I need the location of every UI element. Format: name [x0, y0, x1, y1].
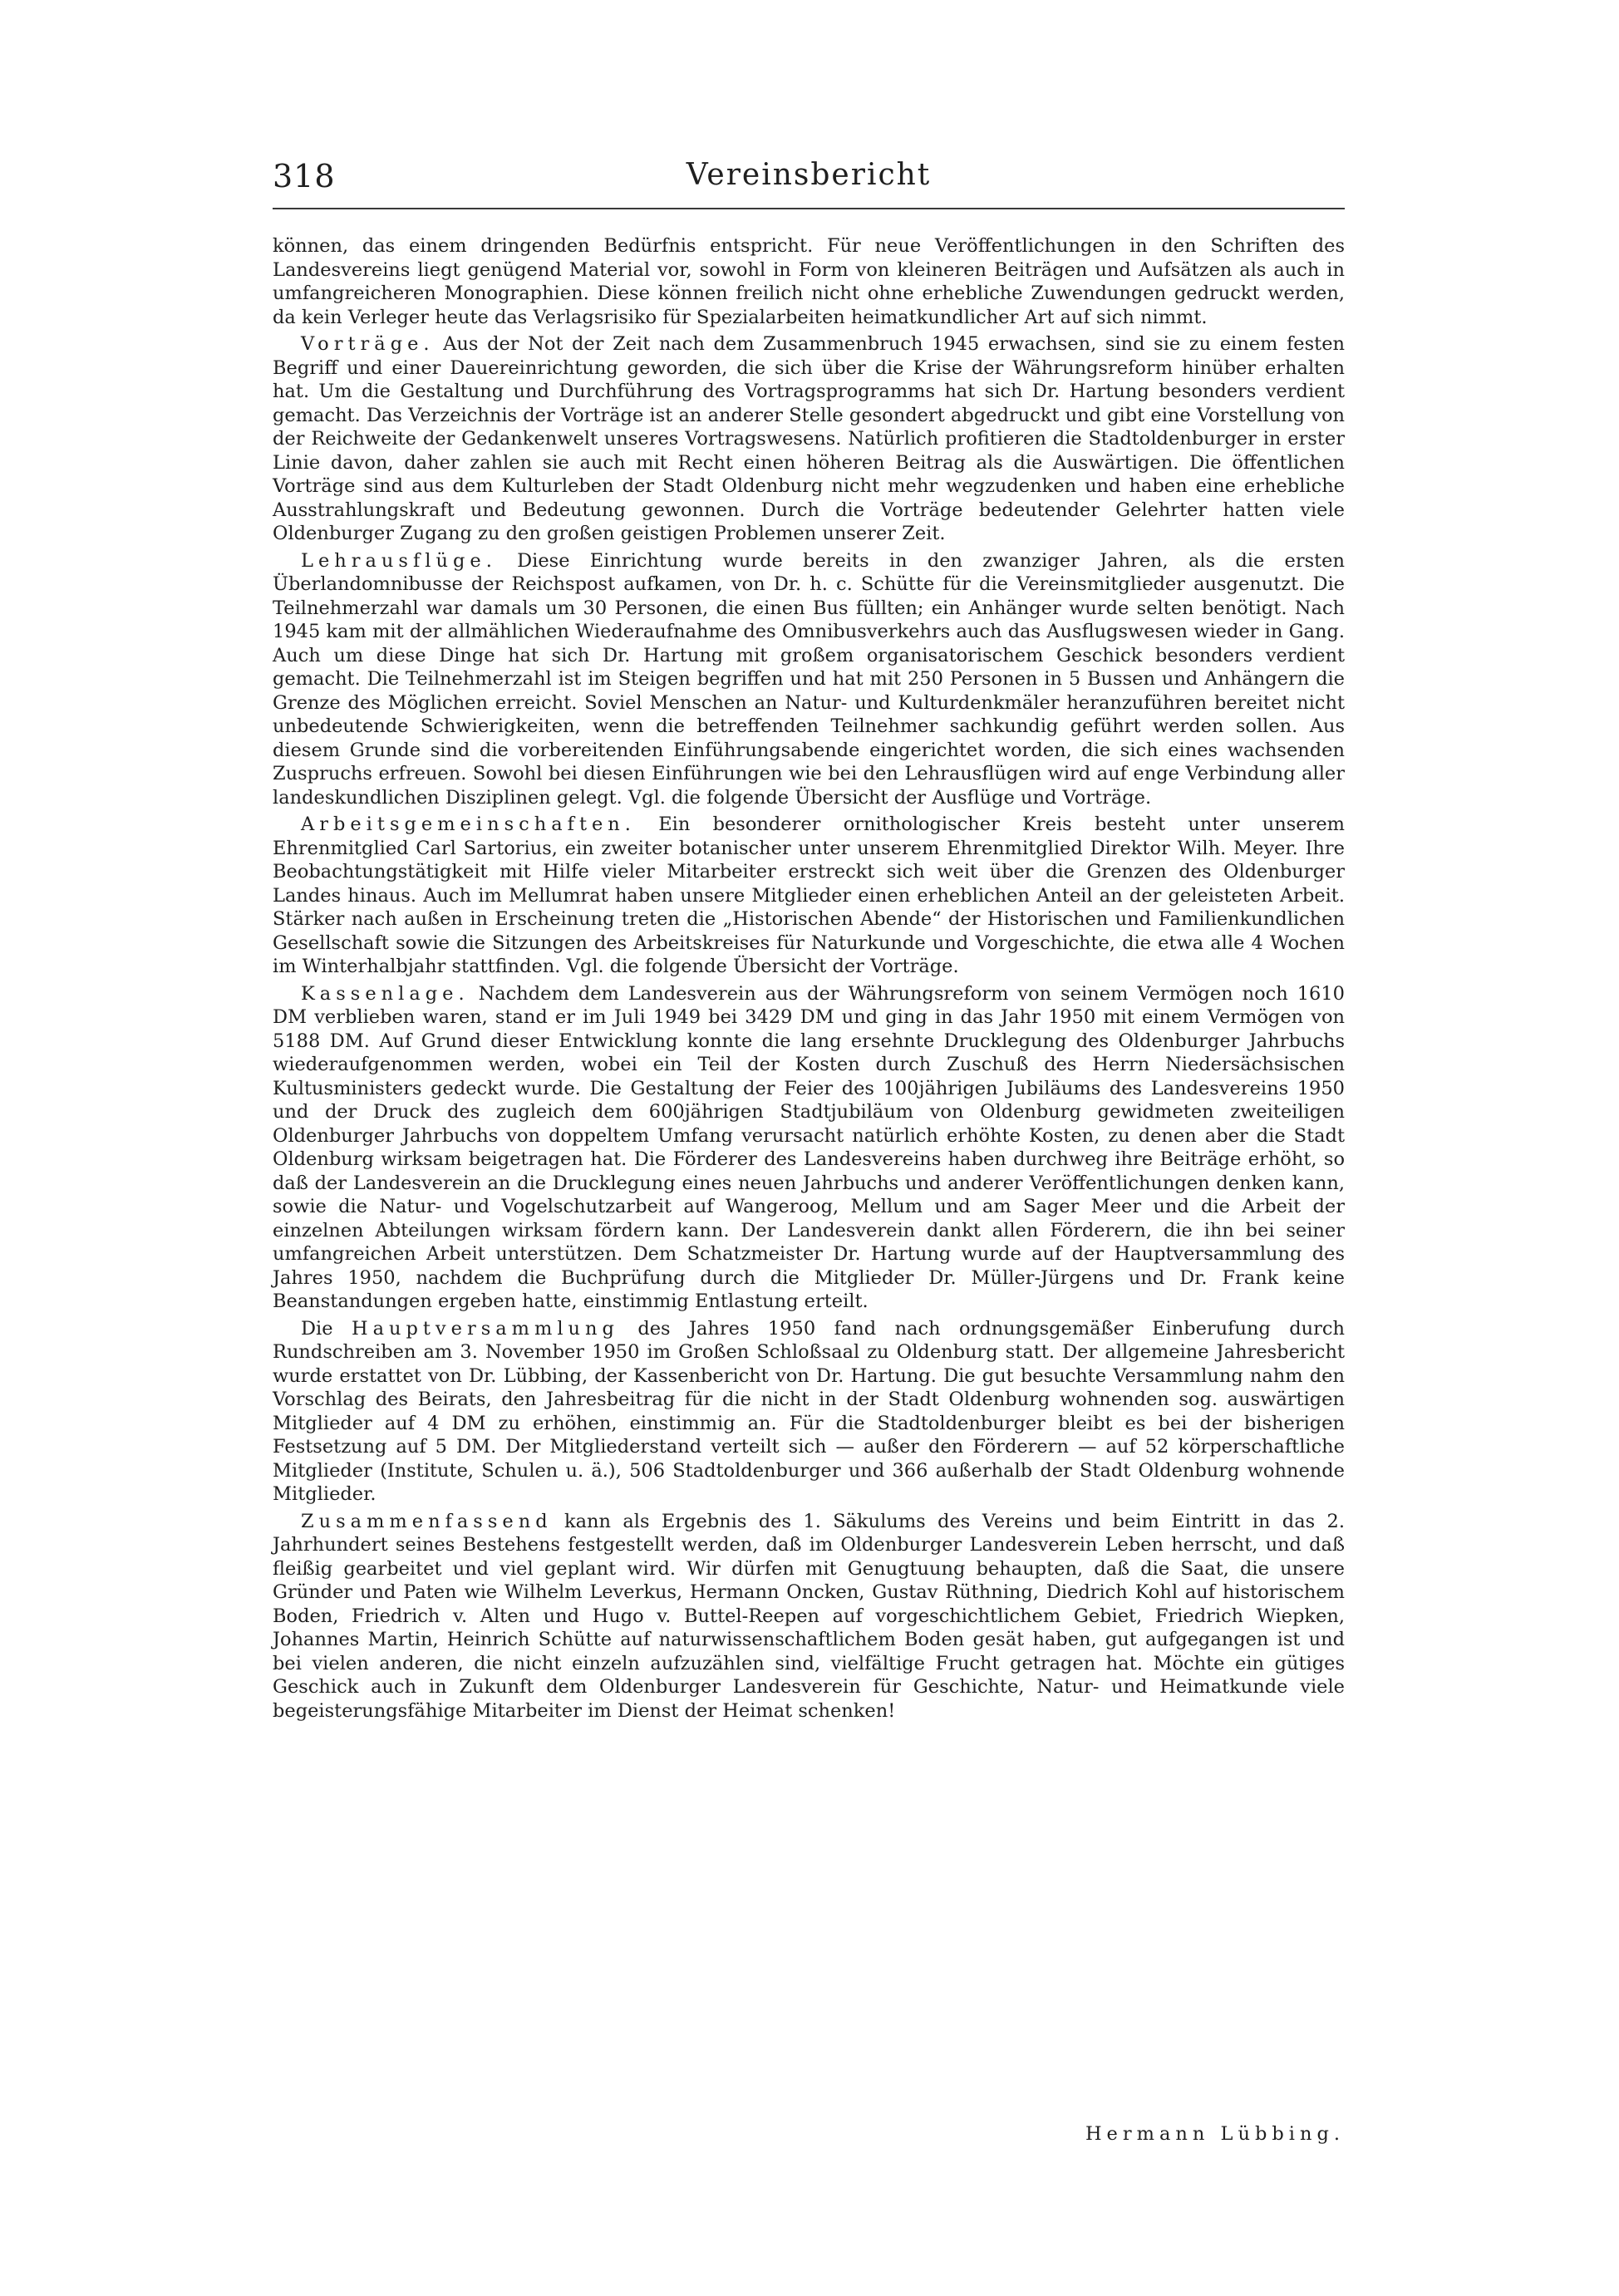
- article-body: [273, 234, 1345, 1726]
- paragraph-kassenlage: [273, 982, 1345, 1314]
- paragraph-arbeitsgemeinschaften: [273, 813, 1345, 979]
- running-title: Vereinsbericht: [686, 158, 932, 192]
- section-lead-lehrausfluege: Lehrausflüge.: [301, 549, 497, 572]
- page-number: 318: [273, 158, 336, 194]
- paragraph-text: Nachdem dem Landesverein aus der Währungsreform von seinem Vermögen noch 1610 DM verblieben waren, stand er im Juli 1949 bei 3429 DM und ging in das Jahr 1950 mit einem Vermögen von 5188 DM. Auf Grund dieser Entwicklung konnte die lang ersehnte Drucklegung des Oldenburger Jahrbuchs wiederaufgenommen werden, wobei ein Teil der Kosten durch Zuschuß des Herrn Niedersächsischen Kultusministers gedeckt wurde. Die Gestaltung der Feier des 100jährigen Jubiläums des Landesvereins 1950 und der Druck des zugleich dem 600jährigen Stadtjubiläum von Oldenburg gewidmeten zweiteiligen Oldenburger Jahrbuchs von doppeltem Umfang verursacht natürlich erhöhte Kosten, zu denen aber die Stadt Oldenburg wirksam beigetragen hat. Die Förderer des Landesvereins haben durchweg ihre Beiträge erhöht, so daß der Landesverein an die Drucklegung eines neuen Jahrbuchs und anderer Veröffentlichungen denken kann, sowie die Natur- und Vogelschutzarbeit auf Wangeroog, Mellum und am Sager Meer und die Arbeit der einzelnen Abteilungen wirksam fördern kann. Der Landesverein dankt allen Förderern, die ihn bei seiner umfangreichen Arbeit unterstützen. Dem Schatzmeister Dr. Hartung wurde auf der Hauptversammlung des Jahres 1950, nachdem die Buchprüfung durch die Mitglieder Dr. Müller-Jürgens und Dr. Frank keine Beanstandungen ergeben hatte, einstimmig Entlastung erteilt.: [273, 982, 1345, 1312]
- paragraph-vortraege: [273, 332, 1345, 546]
- section-lead-zusammenfassend: Zusammenfassend: [301, 1510, 553, 1532]
- section-lead-hauptversammlung: Hauptversammlung: [351, 1317, 619, 1340]
- paragraph-lead-prefix: Die: [301, 1317, 352, 1340]
- paragraph-text: können, das einem dringenden Bedürfnis entspricht. Für neue Veröffentlichungen in den Schriften des Landesvereins liegt genügend Material vor, sowohl in Form von kleineren Beiträgen und Aufsätzen als auch in umfangreicheren Monographien. Diese können freilich nicht ohne erhebliche Zuwendungen gedruckt werden, da kein Verleger heute das Verlagsrisiko für Spezialarbeiten heimatkundlicher Art auf sich nimmt.: [273, 235, 1345, 328]
- page-header: [273, 151, 1345, 201]
- section-lead-kassenlage: Kassenlage.: [301, 982, 470, 1005]
- paragraph-text: Ein besonderer ornithologischer Kreis besteht unter unserem Ehrenmitglied Carl Sartorius, ein zweiter botanischer unter unserem Ehrenmitglied Direktor Wilh. Meyer. Ihre Beobachtungstätigkeit mit Hilfe vieler Mitarbeiter erstreckt sich weit über die Grenzen des Oldenburger Landes hinaus. Auch im Mellumrat haben unsere Mitglieder einen erheblichen Anteil an der geleisteten Arbeit. Stärker nach außen in Erscheinung treten die „Historischen Abende“ der Historischen und Familienkundlichen Gesellschaft sowie die Sitzungen des Arbeitskreises für Naturkunde und Vorgeschichte, die etwa alle 4 Wochen im Winterhalbjahr stattfinden. Vgl. die folgende Übersicht der Vorträge.: [273, 814, 1345, 977]
- paragraph-text: Aus der Not der Zeit nach dem Zusammenbruch 1945 erwachsen, sind sie zu einem festen Begriff und einer Dauereinrichtung geworden, die sich über die Krise der Währungsreform hinüber erhalten hat. Um die Gestaltung und Durchführung des Vortragsprogramms hat sich Dr. Hartung besonders verdient gemacht. Das Verzeichnis der Vorträge ist an anderer Stelle gesondert abgedruckt und gibt eine Vorstellung von der Reichweite der Gedankenwelt unseres Vortragswesens. Natürlich profitieren die Stadtoldenburger in erster Linie davon, daher zahlen sie auch mit Recht einen höheren Beitrag als die Auswärtigen. Die öffentlichen Vorträge sind aus dem Kulturleben der Stadt Oldenburg nicht mehr wegzudenken und haben eine erhebliche Ausstrahlungskraft und Bedeutung gewonnen. Durch die Vorträge bedeutender Gelehrter hatten viele Oldenburger Zugang zu den großen geistigen Problemen unserer Zeit.: [273, 333, 1345, 544]
- paragraph-text: kann als Ergebnis des 1. Säkulums des Vereins und beim Eintritt in das 2. Jahrhundert seines Bestehens festgestellt werden, daß im Oldenburger Landesverein Leben herrscht, und daß fleißig gearbeitet und viel geplant wird. Wir dürfen mit Genugtuung behaupten, daß die Saat, die unsere Gründer und Paten wie Wilhelm Leverkus, Hermann Oncken, Gustav Rüthning, Diedrich Kohl auf historischem Boden, Friedrich v. Alten und Hugo v. Buttel-Reepen auf vorgeschichtlichem Gebiet, Friedrich Wiepken, Johannes Martin, Heinrich Schütte auf naturwissenschaftlichem Boden gesät haben, gut aufgegangen ist und bei vielen anderen, die nicht einzeln aufzuzählen sind, vielfältige Frucht getragen hat. Möchte ein gütiges Geschick auch in Zukunft dem Oldenburger Landesverein für Geschichte, Natur- und Heimatkunde viele begeisterungsfähige Mitarbeiter im Dienst der Heimat schenken!: [273, 1510, 1345, 1722]
- header-rule: [273, 208, 1345, 209]
- section-lead-vortraege: Vorträge.: [301, 333, 435, 355]
- paragraph-lehrausfluege: [273, 549, 1345, 810]
- paragraph-intro: [273, 234, 1345, 329]
- paragraph-zusammenfassend: [273, 1510, 1345, 1723]
- author-signature: Hermann Lübbing.: [1085, 2123, 1345, 2145]
- paragraph-text: Diese Einrichtung wurde bereits in den zwanziger Jahren, als die ersten Überlandomnibusse der Reichspost aufkamen, von Dr. h. c. Schütte für die Vereinsmitglieder ausgenutzt. Die Teilnehmerzahl war damals um 30 Personen, die einen Bus füllten; ein Anhänger wurde selten benötigt. Nach 1945 kam mit der allmählichen Wiederaufnahme des Omnibusverkehrs auch das Ausflugswesen wieder in Gang. Auch um diese Dinge hat sich Dr. Hartung mit großem organisatorischem Geschick besonders verdient gemacht. Die Teilnehmerzahl ist im Steigen begriffen und hat mit 250 Personen in 5 Bussen und Anhängern die Grenze des Möglichen erreicht. Soviel Menschen an Natur- und Kulturdenkmäler heranzuführen bereitet nicht unbedeutende Schwierigkeiten, wenn die betreffenden Teilnehmer sachkundig geführt werden sollen. Aus diesem Grunde sind die vorbereitenden Einführungsabende eingerichtet worden, die sich eines wachsenden Zuspruchs erfreuen. Sowohl bei diesen Einführungen wie bei den Lehrausflügen wird auf enge Verbindung aller landeskundlichen Disziplinen gelegt. Vgl. die folgende Übersicht der Ausflüge und Vorträge.: [273, 549, 1345, 809]
- paragraph-hauptversammlung: [273, 1317, 1345, 1507]
- section-lead-arbeitsgemeinschaften: Arbeitsgemeinschaften.: [301, 814, 636, 835]
- paragraph-text: des Jahres 1950 fand nach ordnungsgemäßer Einberufung durch Rundschreiben am 3. November 1950 im Großen Schloßsaal zu Oldenburg statt. Der allgemeine Jahresbericht wurde erstattet von Dr. Lübbing, der Kassenbericht von Dr. Hartung. Die gut besuchte Versammlung nahm den Vorschlag des Beirats, den Jahresbeitrag für die nicht in der Stadt Oldenburg wohnenden sog. auswärtigen Mitglieder auf 4 DM zu erhöhen, einstimmig an. Für die Stadtoldenburger bleibt es bei der bisherigen Festsetzung auf 5 DM. Der Mitgliederstand verteilt sich — außer den Förderern — auf 52 körperschaftliche Mitglieder (Institute, Schulen u. ä.), 506 Stadtoldenburger und 366 außerhalb der Stadt Oldenburg wohnende Mitglieder.: [273, 1317, 1345, 1505]
